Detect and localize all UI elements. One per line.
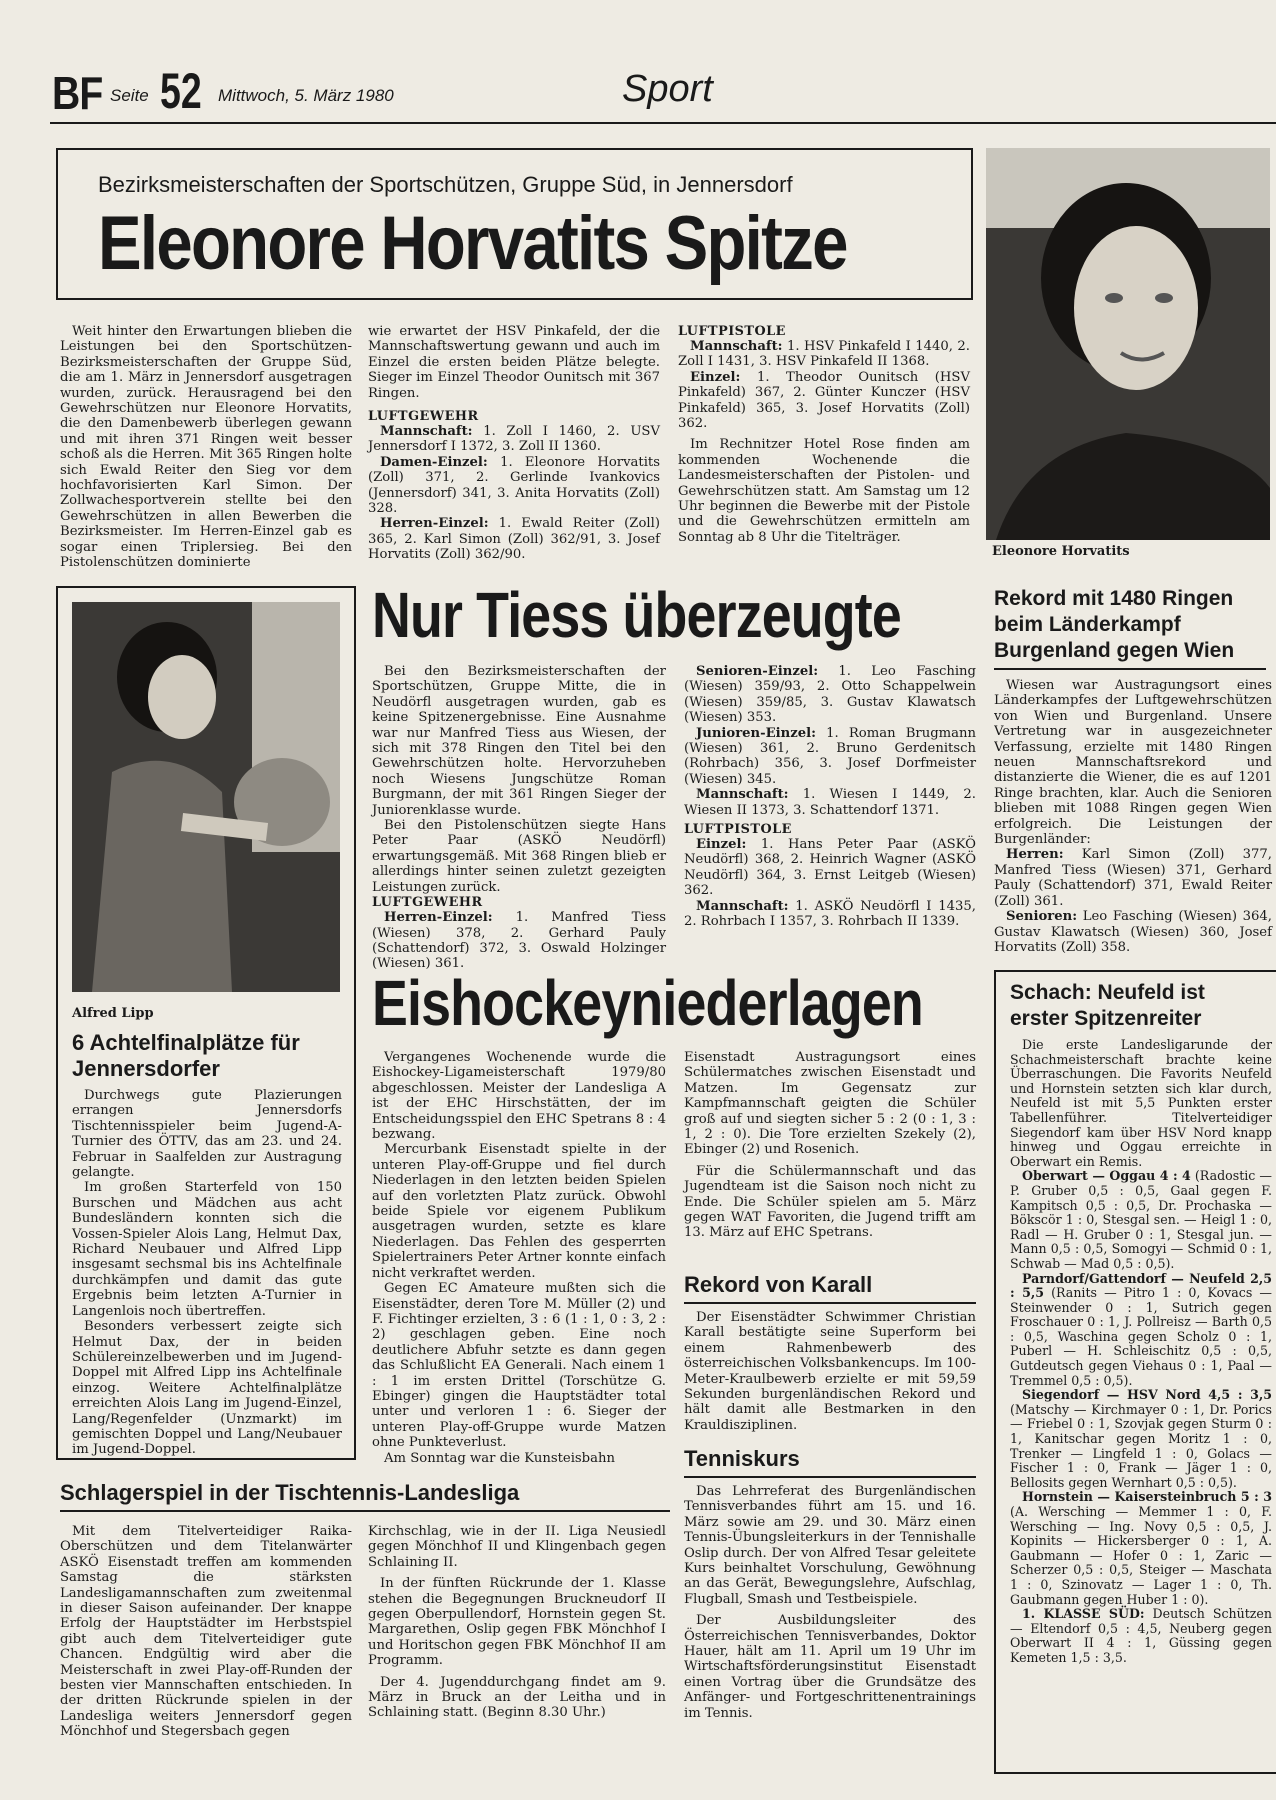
masthead-logo: BF bbox=[52, 67, 103, 119]
article1-r-herren: 1. Ewald Reiter (Zoll) 365, 2. Karl Simon (Zoll) 362/91, 3. Josef Horvatits (Zoll) 362/90. bbox=[368, 516, 660, 563]
article2-headline: 6 Achtelfinalplätze für Jennersdorfer bbox=[72, 1030, 300, 1081]
article3-herren: 1. Manfred Tiess (Wiesen) 378, 2. Gerhard Pauly (Schattendorf) 372, 3. Oswald Holzinger (Wiesen) 361. bbox=[372, 910, 666, 972]
article3-mannschaft: 1. Wiesen I 1449, 2. Wiesen II 1373, 3. Schattendorf 1371. bbox=[684, 787, 976, 818]
pistol-mannschaft bbox=[678, 339, 970, 370]
article3-senioren: 1. Leo Fasching (Wiesen) 359/93, 2. Otto Schappelwein (Wiesen) 359/85, 3. Gustav Klawatsch (Wiesen) 353. bbox=[684, 664, 976, 726]
article8-col1 bbox=[60, 1524, 352, 1740]
photo-caption-eleonore: Eleonore Horvatits bbox=[992, 544, 1130, 559]
article9-m4-label: Hornstein — Kaisersteinbruch 5 : 3 bbox=[1022, 1489, 1272, 1505]
section-title: Sport bbox=[622, 68, 713, 110]
article5-p1: Vergangenes Wochenende wurde die Eishockey-Ligameisterschaft 1979/80 abgeschlossen. Meister der Landesliga A ist der EHC Hirschstätten, der im Entscheidungsspiel den EHC Spetrans 8 : 4 bezwang. bbox=[372, 1050, 666, 1143]
article1-col1 bbox=[60, 324, 352, 571]
article2-p2: Im großen Starterfeld von 150 Burschen und Mädchen aus acht Bundesländern konnten sich die Vossen-Spieler Alois Lang, Helmut Dax, Richard Neubauer und Alfred Lipp insgesamt sechsmal bis ins Achtelfinale durchkämpfen und damit das gute Ergebnis beim letzten A-Turnier in Langenlois noch übertreffen. bbox=[72, 1180, 342, 1319]
article1-r-damen-label: Damen-Einzel: bbox=[380, 454, 488, 470]
article6-p1: Der Eisenstädter Schwimmer Christian Karall bestätigte seine Superform bei einem Rahmenbewerb des österreichischen Volksbankencups. Im 100-Meter-Kraulbewerb erzielte er mit 59,59 Sekunden burgenländischen Rekord und hält damit alle Bestmarken in den Krauldisziplinen. bbox=[684, 1310, 976, 1433]
article3-einzel bbox=[684, 837, 976, 899]
article3-mannschaft2 bbox=[684, 899, 976, 930]
article4-headline: Rekord mit 1480 Ringen beim Länderkampf Burgenland gegen Wien bbox=[994, 586, 1266, 670]
article4-herren: Karl Simon (Zoll) 377, Manfred Tiess (Wiesen) 371, Gerhard Pauly (Schattendorf) 371, Ewald Reiter (Zoll) 361. bbox=[994, 847, 1272, 909]
article5-p3: Gegen EC Amateure mußten sich die Eisenstädter, deren Tore M. Müller (2) und F. Fichtinger erzielten, 3 : 6 (1 : 1, 0 : 3, 2 : 2) geschlagen geben. Eine noch deutlichere Abfuhr setzte es dann gegen das Schlußlicht EA Generali. Nach einem 1 : 1 im ersten Drittel (Torschütze G. Ebinger) gingen die Hauptstädter total unter und verloren 1 : 6. Sieger der unteren Play-off-Gruppe wurde Matzen ohne Punkteverlust. bbox=[372, 1281, 666, 1451]
article7-p1: Das Lehrreferat des Burgenländischen Tennisverbandes führt am 15. und 16. März sowie am 29. und 30. März einen Tennis-Übungsleiterkurs in der Tennishalle Oslip durch. Der von Alfred Tesar geleitete Kurs beinhaltet Vorschulung, Gewöhnung an das Gerät, Bewegungslehre, Aufschlag, Flugball, Smash und Testbeispiele. bbox=[684, 1484, 976, 1607]
article2-body bbox=[72, 1088, 342, 1458]
article4-senioren bbox=[994, 909, 1272, 955]
article3-p1: Bei den Bezirksmeisterschaften der Sportschützen, Gruppe Mitte, die in Neudörfl ausgetragen wurden, gab es keine Spitzenergebnisse. Eine Ausnahme war nur Manfred Tiess aus Wiesen, der sich mit 378 Ringen den Titel bei den Gewehrschützen holte. Hervorzuheben noch Wiesens Jungschütze Roman Burgmann, der mit 361 Ringen Sieger der Juniorenklasse wurde. bbox=[372, 664, 666, 818]
article3-einzel-label: Einzel: bbox=[696, 837, 747, 853]
article1-r-herren-label: Herren-Einzel: bbox=[380, 516, 489, 532]
article1-p-mannschaft: 1. HSV Pinkafeld I 1440, 2. Zoll I 1431, 3. HSV Pinkafeld II 1368. bbox=[678, 339, 970, 370]
article5-p2: Mercurbank Eisenstadt spielte in der unteren Play-off-Gruppe und fiel durch Niederlagen in den letzten beiden Spielen auf den vorletzten Platz zurück. Obwohl beide Spiele vor eigenem Publikum ausgetragen wurden, setzte es klare Niederlagen. Das Fehlen des gesperrten Spielertrainers Peter Artner konnte einfach nicht verkraftet werden. bbox=[372, 1142, 666, 1281]
article4-senioren: Leo Fasching (Wiesen) 364, Gustav Klawatsch (Wiesen) 360, Josef Horvatits (Zoll) 358. bbox=[994, 909, 1272, 955]
article9-p1: Die erste Landesligarunde der Schachmeisterschaft brachte keine Überraschungen. Die Favorits Neufeld und Hornstein setzten sich klar durch, Neufeld ist mit 5,5 Punkten erster Tabellenführer. Titelverteidiger Siegendorf kam über HSV Nord knapp hinweg und Oggau erreichte in Oberwart ein Remis. bbox=[1010, 1037, 1272, 1169]
luftpistole-label: LUFTPISTOLE bbox=[678, 324, 786, 339]
article3-junioren-label: Junioren-Einzel: bbox=[696, 725, 817, 741]
photo-eleonore bbox=[986, 148, 1270, 540]
article3-mannschaft2-label: Mannschaft: bbox=[696, 898, 789, 914]
article8-col2 bbox=[368, 1524, 666, 1721]
article3-headline: Nur Tiess überzeugte bbox=[372, 579, 901, 651]
kicker: Bezirksmeisterschaften der Sportschützen, Gruppe Süd, in Jennersdorf bbox=[98, 172, 793, 197]
article1-col3 bbox=[678, 324, 970, 545]
article5-headline: Eishockeyniederlagen bbox=[372, 967, 923, 1039]
photo-caption-alfred: Alfred Lipp bbox=[72, 1006, 154, 1021]
article9-m1-label: Oberwart — Oggau 4 : 4 bbox=[1022, 1168, 1191, 1184]
article8-p4: Der 4. Jugenddurchgang findet am 9. März in Bruck an der Leitha und in Schlaining statt. (Beginn 8.30 Uhr.) bbox=[368, 1674, 666, 1721]
article3-mannschaft2: 1. ASKÖ Neudörfl I 1435, 2. Rohrbach I 1357, 3. Rohrbach II 1339. bbox=[684, 898, 976, 930]
article1-p-einzel: 1. Theodor Ounitsch (HSV Pinkafeld) 367, 2. Günter Kunczer (HSV Pinkafeld) 365, 3. Josef Horvatits (Zoll) 362. bbox=[678, 369, 970, 432]
article9-m4: (A. Wersching — Memmer 1 : 0, F. Wersching — Ing. Novy 0,5 : 0,5, J. Kopinits — Hickersberger 0 : 1, A. Gaubmann — Hofer 0 : 1, Zaric — Scherzer 0,5 : 0,5, Steiger — Maschata 1 : 0, Szinovatz — Lager 1 : 0, Th. Gaubmann gegen Huber 1 : 0). bbox=[1010, 1504, 1272, 1607]
article5-col2 bbox=[684, 1050, 976, 1241]
headline: Eleonore Horvatits Spitze bbox=[98, 201, 847, 286]
article4-p1: Wiesen war Austragungsort eines Länderkampfes der Luftgewehrschützen von Wien und Burgenland. Unsere Vertretung war in ausgezeichneter Verfassung, erzielte mit 1480 Ringen neuen Mannschaftsrekord und distanzierte die Wiener, die es auf 1201 Ringe brachten, klar. Auch die Senioren blieben mit 1088 Ringen gegen Wien erfolgreich. Die Leistungen der Burgenländer: bbox=[994, 678, 1272, 848]
article4-herren bbox=[994, 847, 1272, 909]
player-image bbox=[72, 602, 340, 992]
article7-headline: Tenniskurs bbox=[684, 1446, 976, 1478]
article3-herren bbox=[372, 910, 666, 972]
article2-p3: Besonders verbessert zeigte sich Helmut Dax, der in beiden Schülereinzelbewerben und im Jugend-Doppel mit Alfred Lipp ins Achtelfinale einzog. Weitere Achtelfinalplätze erreichten Alois Lang im Jugend-Einzel, Lang/Regenfelder (Unzmarkt) im gemischten Doppel und Lang/Neubauer im Jugend-Doppel. bbox=[72, 1319, 342, 1458]
article1-p-einzel-label: Einzel: bbox=[690, 369, 741, 385]
article9-m3: (Matschy — Kirchmayer 0 : 1, Dr. Porics — Friebel 0 : 1, Szovjak gegen Sturm 0 : 1, Kanitschar gegen Moritz 1 : 0, Trenker — Lingfeld 1 : 0, Golacs — Fischer 1 : 0, Frank — Jäger 1 : 0, Bellosits gegen Wernhart 0,5 : 0,5). bbox=[1010, 1401, 1272, 1490]
article5-col1 bbox=[372, 1050, 666, 1466]
article1-r-mannschaft-label: Mannschaft: bbox=[380, 424, 473, 440]
headline-box bbox=[56, 148, 973, 300]
article3-luftgewehr: LUFTGEWEHR bbox=[372, 895, 483, 911]
portrait-image bbox=[986, 148, 1270, 540]
article3-junioren bbox=[684, 726, 976, 788]
result-mannschaft bbox=[368, 424, 660, 455]
article1-body: Weit hinter den Erwartungen blieben die Leistungen bei den Sportschützen-Bezirksmeisterschaften der Gruppe Süd, die am 1. März in Jennersdorf ausgetragen wurden, zurück. Herausragend bei den Gewehrschützen nur Eleonore Horvatits, die den Damenbewerb überlegen gewann und mit ihren 371 Ringen weit besser schoß als die Herren. Mit 365 Ringen holte sich Ewald Reiter den Sieg vor dem hochfavorisierten Karl Simon. Der Zollwachesportverein stellte bei den Gewehrschützen in allen Bewerben die Bezirksmeister. Im Herren-Einzel gab es sogar einen Triplersieg. Bei den Pistolenschützen dominierte bbox=[60, 324, 352, 571]
article3-luftpistole: LUFTPISTOLE bbox=[684, 822, 792, 838]
photo-alfred-lipp bbox=[72, 602, 340, 992]
pistol-einzel bbox=[678, 370, 970, 432]
pistol-outro: Im Rechnitzer Hotel Rose finden am kommenden Wochenende die Landesmeisterschaften der Pistolen- und Gewehrschützen statt. Am Samstag um 12 Uhr beginnen die Bewerbe mit der Pistole und die Gewehrschützen ermitteln am Sonntag ab 8 Uhr die Titelträger. bbox=[678, 437, 970, 545]
article3-col2 bbox=[684, 664, 976, 930]
article2-p1: Durchwegs gute Plazierungen errangen Jennersdorfs Tischtennisspieler beim Jugend-A-Turnier des ÖTTV, das am 23. und 24. Februar in Saalfelden zur Austragung gelangte. bbox=[72, 1088, 342, 1181]
article1-r-mannschaft: 1. Zoll I 1460, 2. USV Jennersdorf I 1372, 3. Zoll II 1360. bbox=[368, 424, 660, 455]
article9-m2-label: Parndorf/Gattendorf — Neufeld 2,5 : 5,5 bbox=[1010, 1270, 1272, 1301]
article1-r-damen: 1. Eleonore Horvatits (Zoll) 371, 2. Gerlinde Ivankovics (Jennersdorf) 341, 3. Anita Horvatits (Zoll) 328. bbox=[368, 454, 660, 517]
page-number: 52 bbox=[160, 63, 202, 119]
article3-senioren bbox=[684, 664, 976, 726]
article5-p4: Am Sonntag war die Kunsteisbahn bbox=[384, 1450, 615, 1466]
issue-date: Mittwoch, 5. März 1980 bbox=[218, 86, 394, 105]
luftgewehr-label: LUFTGEWEHR bbox=[368, 409, 479, 425]
article1-p-mannschaft-label: Mannschaft: bbox=[690, 339, 783, 354]
chess-box bbox=[994, 970, 1276, 1774]
article6-headline: Rekord von Karall bbox=[684, 1272, 976, 1304]
article6 bbox=[684, 1272, 976, 1433]
article8-p3: In der fünften Rückrunde der 1. Klasse stehen die Begegnungen Bruckneudorf II gegen Oberpullendorf, Hornstein gegen St. Margarethen, Oslip gegen FBK Mönchhof I und Horitschon gegen FBK Mönchhof II am Programm. bbox=[368, 1576, 666, 1669]
article4-herren-label: Herren: bbox=[1006, 847, 1064, 863]
header-rule bbox=[50, 122, 1276, 124]
article8-headline: Schlagerspiel in der Tischtennis-Landesliga bbox=[60, 1480, 670, 1512]
article7-p2: Der Ausbildungsleiter des Österreichischen Tennisverbandes, Doktor Hauer, hält am 11. April um 19 Uhr im Wirtschaftsförderungsinstitut Eisenstadt einen Vortrag über die Grundsätze des Anfänger- und Fortgeschrittenentrainings im Tennis. bbox=[684, 1613, 976, 1721]
article8-p1: Mit dem Titelverteidiger Raika-Oberschützen und dem Titelanwärter ASKÖ Eisenstadt treffen am kommenden Samstag die stärksten Landesligamannschaften zum zweitenmal in dieser Saison aufeinander. Der knappe Erfolg der Hauptstädter im Herbstspiel gibt auch dem Titelverteidiger gute Chancen. Endgültig wird aber die Meisterschaft in zwei Play-off-Runden der besten vier Mannschaften entschieden. In der dritten Rückrunde spielen in der Landesliga weiters Jennersdorf gegen Mönchhof und Stegersbach gegen bbox=[60, 1524, 352, 1740]
article9-m1: (Radostic — P. Gruber 0,5 : 0,5, Gaal gegen F. Kampitsch 0,5 : 0,5, Dr. Prochaska — Bökscör 1 : 0, Stesgal sen. — Heigl 1 : 0, Radl — H. Gruber 0 : 1, Stesgal jun. — Mann 0,5 : 0,5, Somogyi — Schmid 0 : 1, Schwab — Mad 0,5 : 0,5). bbox=[1010, 1168, 1272, 1271]
article8-p2: Kirchschlag, wie in der II. Liga Neusiedl gegen Mönchhof II und Klingenbach gegen Schlaining II. bbox=[368, 1524, 666, 1570]
article4-senioren-label: Senioren: bbox=[1006, 909, 1078, 925]
article3-einzel: 1. Hans Peter Paar (ASKÖ Neudörfl) 368, 2. Heinrich Wagner (ASKÖ Neudörfl) 364, 3. Ernst Leitgeb (Wiesen) 362. bbox=[684, 837, 976, 899]
article3-junioren: 1. Roman Brugmann (Wiesen) 361, 2. Bruno Gerdenitsch (Rohrbach) 356, 3. Josef Dorfmeister (Wiesen) 345. bbox=[684, 725, 976, 787]
article3-col1 bbox=[372, 664, 666, 972]
article3-herren-label: Herren-Einzel: bbox=[384, 910, 493, 926]
result-damen bbox=[368, 455, 660, 517]
article1-col2 bbox=[368, 324, 660, 563]
article3-p2: Bei den Pistolenschützen siegte Hans Peter Paar (ASKÖ Neudörfl) erwartungsgemäß. Mit 368 Ringen blieb er allerdings hinter seinen zuletzt gezeigten Leistungen zurück. bbox=[372, 818, 666, 895]
article9-headline: Schach: Neufeld ist erster Spitzenreiter bbox=[1010, 981, 1205, 1030]
article9-m2: (Ranits — Pitro 1 : 0, Kovacs — Steinwender 0 : 1, Sutrich gegen Froschauer 0 : 1, J. Pollreisz — Barth 0,5 : 0,5, Waschina gegen Scholz 0 : 1, Puberl — H. Schleischitz 0,5 : 0,5, Gutdeutsch gegen Viehaus 0 : 1, Paal — Tremmel 0,5 : 0,5). bbox=[1010, 1285, 1272, 1388]
article9-m5-label: 1. KLASSE SÜD: bbox=[1022, 1606, 1145, 1622]
article1-intro: wie erwartet der HSV Pinkafeld, der die Mannschaftswertung gewann und auch im Einzel die ersten beiden Plätze belegte. Sieger im Einzel Theodor Ounitsch mit 367 Ringen. bbox=[368, 324, 660, 401]
article3-mannschaft-label: Mannschaft: bbox=[696, 787, 789, 803]
tabletennis-box bbox=[56, 586, 356, 1460]
result-herren bbox=[368, 516, 660, 562]
article3-senioren-label: Senioren-Einzel: bbox=[696, 664, 819, 679]
article5-p6: Für die Schülermannschaft und das Jugendteam ist die Saison noch nicht zu Ende. Die Schüler spielen am 5. März gegen WAT Favoriten, die Jugend trifft am 13. März auf EHC Spetrans. bbox=[684, 1163, 976, 1241]
article5-p5: Eisenstadt Austragungsort eines Schülermatches zwischen Eisenstadt und Matzen. Im Gegensatz zur Kampfmannschaft geigten die Schüler groß auf und siegten sicher 5 : 2 (0 : 1, 3 : 1, 2 : 0). Die Tore erzielten Szekely (2), Ebinger (2) und Rosenich. bbox=[684, 1050, 976, 1158]
article9-m3-label: Siegendorf — HSV Nord 4,5 : 3,5 bbox=[1022, 1387, 1272, 1403]
article7 bbox=[684, 1446, 976, 1721]
article4 bbox=[994, 586, 1276, 955]
article9-m5: Deutsch Schützen — Eltendorf 0,5 : 4,5, Neuberg gegen Oberwart II 4 : 1, Güssing gegen Kemeten 1,5 : 3,5. bbox=[1010, 1606, 1272, 1665]
article3-mannschaft bbox=[684, 787, 976, 818]
page-label: Seite bbox=[110, 86, 149, 105]
